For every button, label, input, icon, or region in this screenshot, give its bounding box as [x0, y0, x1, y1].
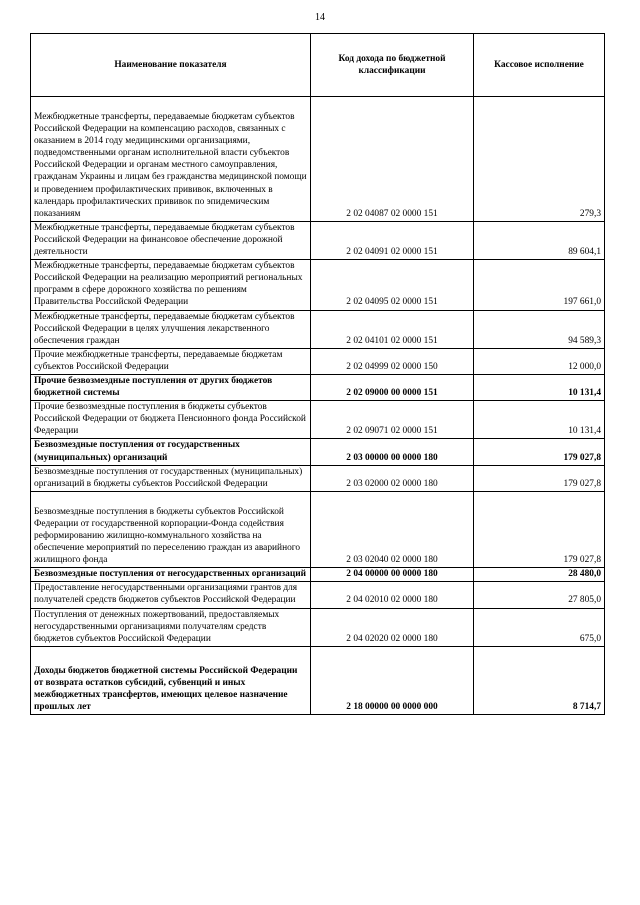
row-name: Прочие безвозмездные поступления от других бюджетов бюджетной системы: [31, 374, 311, 400]
row-name: Безвозмездные поступления в бюджеты субъектов Российской Федерации от государственной корпорации-Фонда содействия реформированию жилищно-коммунального хозяйства на обеспечение мероприятий по переселению граждан из аварийного жилищного фонда: [31, 491, 311, 567]
row-amount: 10 131,4: [474, 401, 605, 439]
row-amount: 12 000,0: [474, 348, 605, 374]
row-amount: 10 131,4: [474, 374, 605, 400]
row-amount: 179 027,8: [474, 439, 605, 465]
table-row: [31, 348, 605, 374]
row-code: 2 03 02000 02 0000 180: [311, 465, 474, 491]
row-amount: 179 027,8: [474, 491, 605, 567]
row-code: 2 02 04999 02 0000 150: [311, 348, 474, 374]
row-amount: 179 027,8: [474, 465, 605, 491]
row-amount: 94 589,3: [474, 310, 605, 348]
table-row: [31, 401, 605, 439]
row-code: 2 18 00000 00 0000 000: [311, 646, 474, 714]
row-amount: 27 805,0: [474, 582, 605, 608]
table-row-subtotal: [31, 568, 605, 582]
row-name: Прочие безвозмездные поступления в бюджеты субъектов Российской Федерации от бюджета Пенсионного фонда Российской Федерации: [31, 401, 311, 439]
table-row-subtotal: [31, 374, 605, 400]
row-name: Безвозмездные поступления от государственных (муниципальных) организаций: [31, 439, 311, 465]
row-name: Межбюджетные трансферты, передаваемые бюджетам субъектов Российской Федерации на реализацию мероприятий региональных программ в сфере дорожного хозяйства по решениям Правительства Российской Федерации: [31, 260, 311, 310]
row-name: Межбюджетные трансферты, передаваемые бюджетам субъектов Российской Федерации на компенсацию расходов, связанных с оказанием в 2014 году медицинскими организациями, подведомственными органам исполнительной власти субъектов Российской Федерации и органам местного самоуправления, гражданам Украины и лицам без гражданства медицинской помощи и проведением профилактических прививок, включенных в календарь профилактических прививок по эпидемическим показаниям: [31, 97, 311, 222]
row-name: Поступления от денежных пожертвований, предоставляемых негосударственными организациями получателям средств бюджетов субъектов Российской Федерации: [31, 608, 311, 646]
row-amount: 197 661,0: [474, 260, 605, 310]
header-revenue-code: Код дохода по бюджетной классификации: [311, 34, 474, 97]
row-code: 2 03 00000 00 0000 180: [311, 439, 474, 465]
table-row: [31, 582, 605, 608]
row-name: Прочие межбюджетные трансферты, передаваемые бюджетам субъектов Российской Федерации: [31, 348, 311, 374]
row-amount: 89 604,1: [474, 221, 605, 259]
row-name: Предоставление негосударственными организациями грантов для получателей средств бюджетов субъектов Российской Федерации: [31, 582, 311, 608]
row-name: Безвозмездные поступления от негосударственных организаций: [31, 568, 311, 582]
table-row: [31, 608, 605, 646]
row-code: 2 02 04091 02 0000 151: [311, 221, 474, 259]
row-name: Межбюджетные трансферты, передаваемые бюджетам субъектов Российской Федерации на финансовое обеспечение дорожной деятельности: [31, 221, 311, 259]
table-row: [31, 491, 605, 567]
table-header-row: [31, 34, 605, 97]
row-name: Доходы бюджетов бюджетной системы Российской Федерации от возврата остатков субсидий, субвенций и иных межбюджетных трансфертов, имеющих целевое назначение прошлых лет: [31, 646, 311, 714]
row-amount: 28 480,0: [474, 568, 605, 582]
table-row: [31, 310, 605, 348]
row-code: 2 04 02010 02 0000 180: [311, 582, 474, 608]
row-code: 2 04 02020 02 0000 180: [311, 608, 474, 646]
row-code: 2 03 02040 02 0000 180: [311, 491, 474, 567]
row-code: 2 02 09000 00 0000 151: [311, 374, 474, 400]
table-row: [31, 260, 605, 310]
table-row: [31, 465, 605, 491]
table-row-subtotal: [31, 646, 605, 714]
header-indicator-name: Наименование показателя: [31, 34, 311, 97]
table-row: [31, 221, 605, 259]
table-row: [31, 97, 605, 222]
row-code: 2 02 09071 02 0000 151: [311, 401, 474, 439]
revenue-table: [30, 33, 605, 715]
row-amount: 279,3: [474, 97, 605, 222]
row-code: 2 02 04087 02 0000 151: [311, 97, 474, 222]
row-amount: 675,0: [474, 608, 605, 646]
row-code: 2 02 04095 02 0000 151: [311, 260, 474, 310]
header-cash-execution: Кассовое исполнение: [474, 34, 605, 97]
row-code: 2 02 04101 02 0000 151: [311, 310, 474, 348]
page-number: 14: [315, 12, 325, 23]
row-amount: 8 714,7: [474, 646, 605, 714]
row-name: Межбюджетные трансферты, передаваемые бюджетам субъектов Российской Федерации в целях улучшения лекарственного обеспечения граждан: [31, 310, 311, 348]
row-code: 2 04 00000 00 0000 180: [311, 568, 474, 582]
table-row-subtotal: [31, 439, 605, 465]
row-name: Безвозмездные поступления от государственных (муниципальных) организаций в бюджеты субъектов Российской Федерации: [31, 465, 311, 491]
